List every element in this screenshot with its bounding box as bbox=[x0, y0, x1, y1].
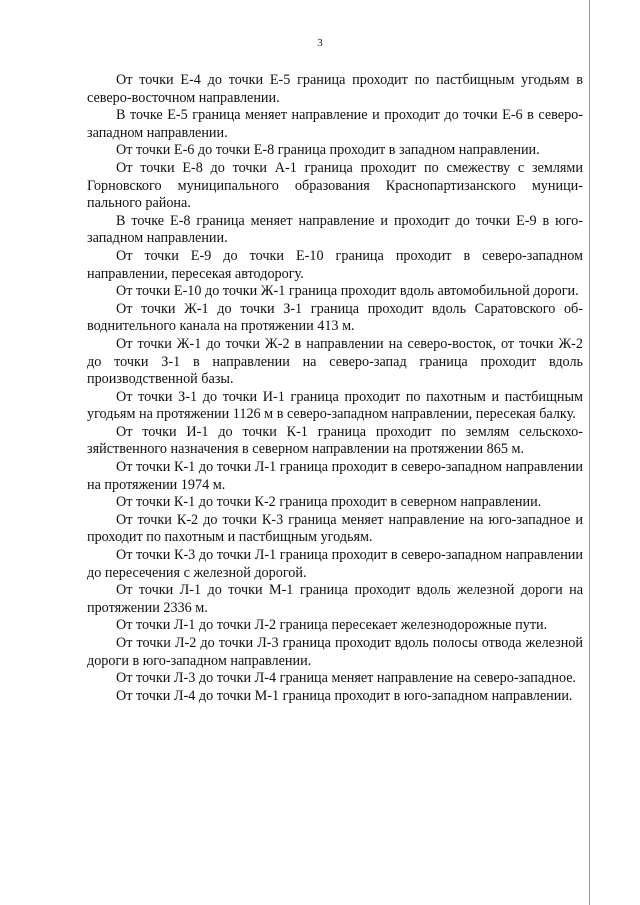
page-edge-line bbox=[589, 0, 590, 905]
paragraph: В точке Е-8 граница меняет направление и проходит до точки Е-9 в юго-западном направлении. bbox=[87, 212, 583, 247]
paragraph: От точки К-1 до точки К-2 граница проходит в северном направлении. bbox=[116, 494, 542, 511]
paragraph: От точки К-2 до точки К-3 граница меняет направление на юго-западное и проходит по пахотным и пастбищным угодьям. bbox=[87, 511, 583, 546]
paragraph: От точки К-3 до точки Л-1 граница проходит в северо-западном направлении до пересечения с железной дорогой. bbox=[87, 547, 583, 581]
paragraph: От точки Л-4 до точки М-1 граница проходит в юго-западном направлении. bbox=[116, 687, 573, 704]
paragraph: От точки Е-6 до точки Е-8 граница проходит в западном направлении. bbox=[116, 142, 540, 159]
paragraph: От точки И-1 до точки К-1 граница проходит по землям сельскохозяйственного назначения в северном направлении на протяжении 865 м. bbox=[87, 423, 583, 458]
paragraph: От точки Е-8 до точки А-1 граница проходит по смежеству с землями Горновского муниципального образования Краснопартизанского муниципального района. bbox=[87, 159, 583, 212]
paragraph: В точке Е-5 граница меняет направление и проходит до точки Е-6 в северо-западном направлении. bbox=[87, 107, 583, 141]
paragraph: От точки Е-9 до точки Е-10 граница проходит в северо-западном направлении, пересекая автодорогу. bbox=[87, 247, 583, 282]
paragraph: От точки З-1 до точки И-1 граница проходит по пахотным и пастбищным угодьям на протяжении 1126 м в северо-западном направлении, пересекая балку. bbox=[87, 388, 583, 423]
paragraph: От точки Л-3 до точки Л-4 граница меняет направление на северо-западное. bbox=[116, 670, 577, 687]
page-number: 3 bbox=[317, 37, 323, 49]
paragraph: От точки К-1 до точки Л-1 граница проходит в северо-западном направлении на протяжении 1974 м. bbox=[87, 459, 583, 493]
paragraph: От точки Е-4 до точки Е-5 граница проходит по пастбищным угодьям в северо-восточном направлении. bbox=[87, 72, 583, 106]
document-body bbox=[87, 72, 583, 705]
paragraph: От точки Е-10 до точки Ж-1 граница проходит вдоль автомобильной дороги. bbox=[116, 283, 579, 300]
paragraph: От точки Л-1 до точки М-1 граница проходит вдоль железной дороги на протяжении 2336 м. bbox=[87, 582, 583, 616]
paragraph: От точки Л-2 до точки Л-3 граница проходит вдоль полосы отвода железной дороги в юго-западном направлении. bbox=[87, 635, 583, 669]
paragraph: От точки Ж-1 до точки Ж-2 в направлении на северо-восток, от точки Ж-2 до точки З-1 в направлении на северо-запад граница проходит вдоль производственной базы. bbox=[87, 335, 583, 388]
paragraph: От точки Л-1 до точки Л-2 граница пересекает железнодорожные пути. bbox=[116, 617, 548, 634]
paragraph: От точки Ж-1 до точки З-1 граница проходит вдоль Саратовского обводнительного канала на протяжении 413 м. bbox=[87, 300, 583, 335]
